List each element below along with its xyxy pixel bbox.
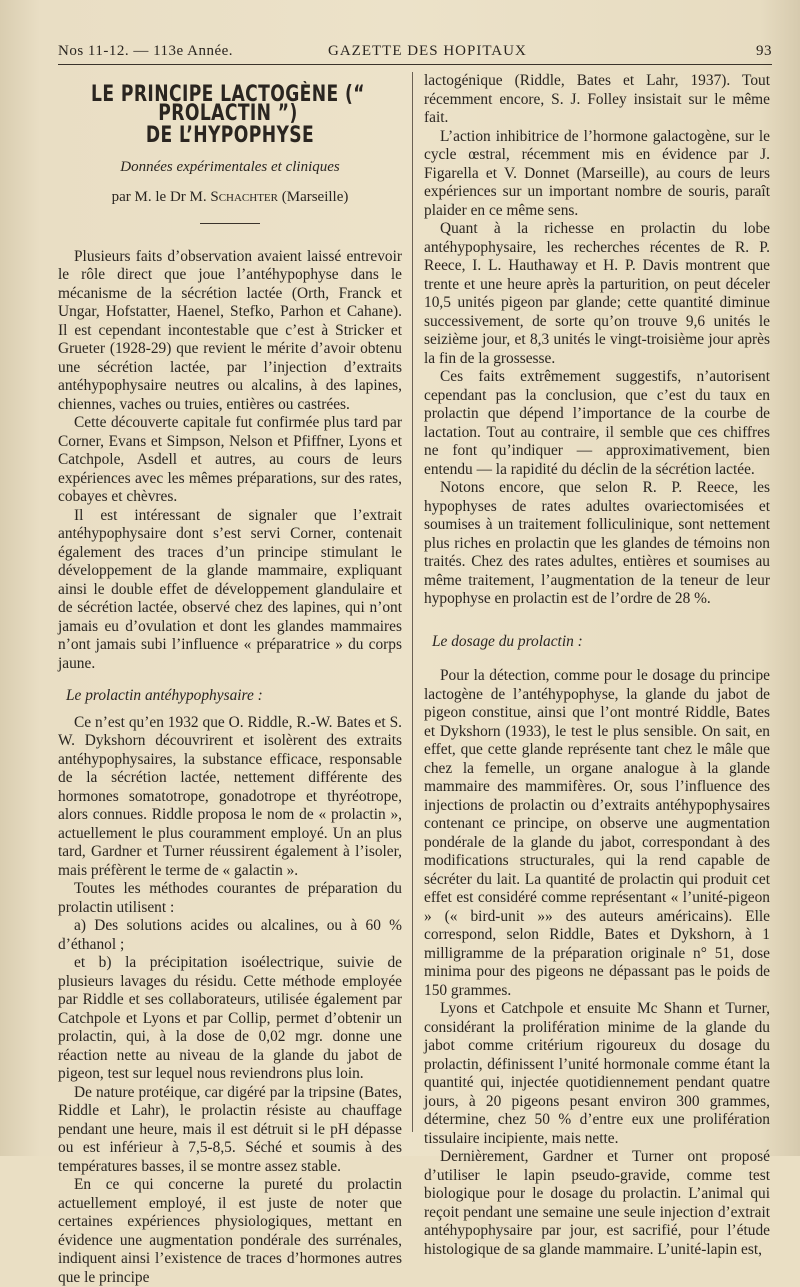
paragraph: De nature protéique, car digéré par la tripsine (Bates, Riddle et Lahr), le prolactin résiste au chauffage pendant une heure, mais il est détruit si le pH dépasse ou est inférieur à 7,5-8,5. Séché et soumis à des températures basses, il se montre assez stable. bbox=[58, 1083, 402, 1175]
right-column bbox=[424, 72, 770, 1259]
left-column bbox=[58, 72, 402, 1287]
author-name: Schachter bbox=[210, 189, 278, 205]
paragraph: Toutes les méthodes courantes de préparation du prolactin utilisent : bbox=[58, 880, 402, 916]
paragraph: Lyons et Catchpole et ensuite Mc Shann et Turner, considérant la prolifération minime de la glande du jabot comme critérium rigoureux du dosage du prolactin, définissent l’unité hormonale comme étant la quantité qui, injectée quotidiennement pendant quatre jours, à 20 pigeons pesant environ 300 grammes, détermine, chez 50 % d’entre eux une prolifération tissulaire incipiente, mais nette. bbox=[424, 1000, 770, 1147]
paragraph: Ce n’est qu’en 1932 que O. Riddle, R.-W. Bates et S. W. Dykshorn découvrirent et isolèrent des extraits antéhypophysaires, la substance efficace, responsable de la sécrétion lactée, nettement différente des hormones somatotrope, gonadotrope et thyréotrope, alors connues. Riddle proposa le nom de « prolactin », actuellement le plus couramment employé. Un an plus tard, Gardner et Turner réussirent également à l’isoler, mais préfèrent le terme de « galactin ». bbox=[58, 713, 402, 879]
list-item: a) Des solutions acides ou alcalines, ou à 60 % d’éthanol ; bbox=[58, 917, 402, 953]
section-heading: Le dosage du prolactin : bbox=[432, 632, 583, 650]
list-item: et b) la précipitation isoélectrique, suivie de plusieurs lavages du résidu. Cette méthode employée par Riddle et ses collaborateurs, utilisée également par Catchpole et Lyons et par Collip, permet d’obtenir un prolactin, qui, à la dose de 0,02 mgr. donne une réaction nette au niveau de la glande du jabot de pigeon, test sur lequel nous reviendrons plus loin. bbox=[58, 954, 402, 1082]
page-number: 93 bbox=[756, 43, 772, 59]
paragraph: Pour la détection, comme pour le dosage du principe lactogène de l’antéhypophyse, la glande du jabot de pigeon constitue, ainsi que l’ont montré Riddle, Bates et Dykshorn (1933), le test le plus sensible. On sait, en effet, que cette glande représente tant chez le mâle que chez la femelle, un organe analogue à la glande mammaire des mammifères. Or, sous l’influence des injections de prolactin ou d’extraits antéhypophysaires contenant ce principe, on observe une augmentation pondérale de la glande du jabot, correspondant à des modifications structurales, qui la rend capable de sécréter du lait. La quantité de prolactin qui produit cet effet est considéré comme représentant « l’unité-pigeon » (« bird-unit »» des auteurs américains). Elle correspond, selon Riddle, Bates et Dykshorn, à 1 milligramme de la préparation originale n° 51, dose minima pour des pigeons ne dépassant pas le poids de 150 grammes. bbox=[424, 667, 770, 999]
paragraph: Ces faits extrêmement suggestifs, n’autorisent cependant pas la conclusion, que c’est du taux en prolactin que dépend l’importance de la courbe de lactation. Tout au contraire, il semble que ces chiffres ne font qu’indiquer — approximativement, bien entendu — la rapidité du déclin de la sécrétion lactée. bbox=[424, 368, 770, 478]
paragraph: Il est intéressant de signaler que l’extrait antéhypophysaire dont s’est servi Corner, contenait également des traces d’un principe stimulant le développement de la glande mammaire, expliquant ainsi le double effet de développement glandulaire et de sécrétion lactée, observé chez des lapines, qui n’ont jamais eu d’ovulation et dont les glandes mammaires n’ont jamais subi l’influence « préparatrice » du corps jaune. bbox=[58, 506, 402, 672]
paragraph: L’action inhibitrice de l’hormone galactogène, sur le cycle œstral, récemment mis en évidence par J. Figarella et V. Donnet (Marseille), au cours de leurs expériences sur un important nombre de souris, paraît plaider en ce même sens. bbox=[424, 127, 770, 219]
column-divider bbox=[412, 72, 413, 1132]
byline bbox=[58, 188, 402, 207]
paragraph: lactogénique (Riddle, Bates et Lahr, 1937). Tout récemment encore, S. J. Folley insistait sur le même fait. bbox=[424, 72, 770, 126]
title-separator bbox=[200, 223, 260, 224]
paragraph: En ce qui concerne la pureté du prolactin actuellement employé, il est juste de noter que certaines expériences physiologiques, mettant en évidence une augmentation pondérale des surrénales, indiquent ainsi l’existence de traces d’hormones autres que le principe bbox=[58, 1176, 402, 1286]
byline-suffix: (Marseille) bbox=[277, 189, 349, 205]
paragraph: Notons encore, que selon R. P. Reece, les hypophyses de rates adultes ovariectomisées et soumises à un traitement folliculinique, sont nettement plus riches en prolactin que les glandes de témoins non traités. Chez des rates adultes, entières et soumises au même traitement, l’augmentation de la teneur de leur hypophyse en prolactin est de l’ordre de 28 %. bbox=[424, 479, 770, 607]
paragraph: Plusieurs faits d’observation avaient laissé entrevoir le rôle direct que joue l’antéhypophyse dans le mécanisme de la sécrétion lactée (Orth, Franck et Ungar, Hofstatter, Haenel, Stefko, Parhon et Cahane). Il est cependant incontestable que c’est à Stricker et Grueter (1928-29) que revient le mérite d’avoir obtenu une sécrétion lactée, par l’injection d’extraits antéhypophysaire neutres ou alcalins, à des lapines, chiennes, vaches ou truies, entières ou castrées. bbox=[58, 247, 402, 413]
paragraph: Quant à la richesse en prolactin du lobe antéhypophysaire, les recherches récentes de R. P. Reece, I. L. Hauthaway et H. P. Davis montrent que trente et une heure après la parturition, on peut déceler 10,5 unités pigeon par glande; cette quantité diminue successivement, de sorte qu’on trouve 9,6 unités le seizième jour, et 8,3 unités le vingt-troisième jour après la fin de la grossesse. bbox=[424, 220, 770, 367]
paragraph: Cette découverte capitale fut confirmée plus tard par Corner, Evans et Simpson, Nelson et Pfiffner, Lyons et Catchpole, Asdell et autres, au cours de leurs expériences avec les mêmes préparations, sur des rates, cobayes et chèvres. bbox=[58, 414, 402, 505]
running-header bbox=[58, 40, 772, 65]
section-heading: Le prolactin antéhypophysaire : bbox=[66, 687, 263, 704]
journal-title: GAZETTE DES HOPITAUX bbox=[328, 43, 527, 59]
article-title-line2: DE L’HYPOPHYSE bbox=[145, 123, 315, 148]
byline-prefix: par M. le Dr M. bbox=[111, 189, 211, 205]
article-title-line1: LE PRINCIPE LACTOGÈNE (“ PROLACTIN ”) bbox=[91, 82, 365, 126]
paragraph: Dernièrement, Gardner et Turner ont proposé d’utiliser le lapin pseudo-gravide, comme test biologique pour le dosage du prolactin. L’animal qui reçoit pendant une semaine une seule injection d’extrait antéhypophysaire par jour, est sacrifié, pour l’étude histologique de sa glande mammaire. L’unité-lapin est, bbox=[424, 1148, 770, 1258]
issue-number: Nos 11-12. — 113e Année. bbox=[58, 43, 234, 59]
article-subtitle: Données expérimentales et cliniques bbox=[120, 158, 340, 175]
